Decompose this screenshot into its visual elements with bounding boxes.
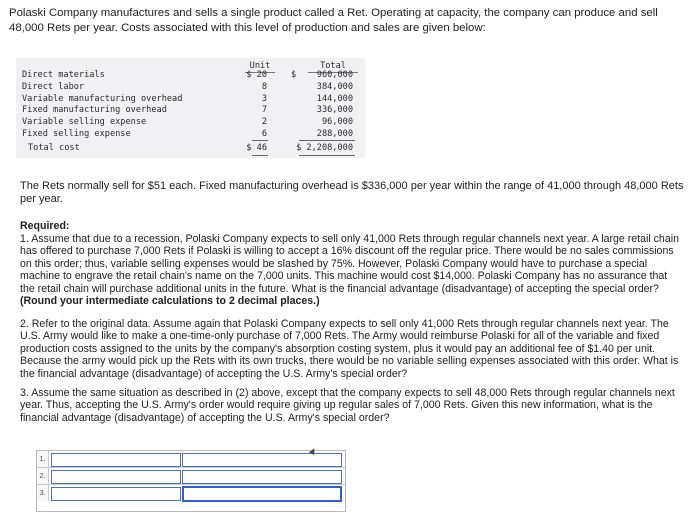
answer-2-amount-input[interactable]	[182, 470, 342, 484]
row-label: Direct materials	[22, 70, 105, 80]
answer-1-label-input[interactable]	[51, 453, 181, 467]
row-unit: 7	[261, 105, 267, 116]
cost-row-direct-labor	[16, 82, 365, 94]
question-2: 2. Refer to the original data. Assume again that Polaski Company expects to sell only 41,000 Rets through regular channels next year. The U.S. Army would like to make a one-time-only purchase of 7,000 Rets. The Army would reimburse Polaski for all of the variable and fixed production costs assigned to the units by the company's absorption costing system, plus it would pay an additional fee of $1.40 per unit. Because the army would pick up the Rets with its own trucks, there would be no variable selling expenses associated with this order. What is the financial advantage (disadvantage) of accepting the U.S. Army's special order?	[20, 318, 679, 380]
question-1-text: 1. Assume that due to a recession, Polaski Company expects to sell only 41,000 Rets through regular channels next year. A large retail chain has offered to purchase 7,000 Rets if Polaski is willing to accept a 16% discount off the regular price. There would be no sales commissions on this order; thus, variable selling expenses would be slashed by 75%. However, Polaski Company would have to purchase a special machine to engrave the retail chain's name on the 7,000 units. This machine would cost $14,000. Polaski Company has no assurance that the retail chain will purchase additional units in the future. What is the financial advantage (disadvantage) of accepting the special order?	[20, 233, 679, 295]
answer-1-amount-input[interactable]	[182, 453, 342, 467]
total-label: Total cost	[28, 143, 80, 153]
cost-row-total	[16, 143, 365, 155]
answer-row-1	[37, 451, 345, 468]
cost-table	[16, 58, 365, 158]
question-1-rounding-note: (Round your intermediate calculations to 2 decimal places.)	[20, 295, 320, 308]
answer-2-label-input[interactable]	[51, 470, 181, 484]
row-total: 960,000	[316, 70, 353, 80]
row-unit: 2	[261, 117, 267, 128]
required-label	[20, 220, 684, 232]
cost-row-fixed-mfg-overhead	[16, 105, 365, 117]
subtotal-total-rule	[299, 140, 355, 141]
row-label: Variable selling expense	[22, 117, 147, 128]
row-unit: $ 20	[246, 70, 267, 80]
total-value-double-rule	[299, 155, 355, 156]
row-total: 384,000	[316, 81, 353, 92]
row-total: 336,000	[316, 105, 353, 116]
required-heading: Required:	[20, 220, 70, 232]
header-unit: Unit	[249, 61, 271, 71]
subtotal-unit-rule	[252, 140, 268, 141]
row-total: 144,000	[316, 93, 353, 104]
intro-text: Polaski Company manufactures and sells a single product called a Ret. Operating at capacity, the company can produce and sell 48,000 Rets per year. Costs associated with this level of production and sales are given below:	[9, 7, 658, 34]
answer-row-number: 2.	[37, 468, 49, 484]
row-label: Variable manufacturing overhead	[22, 93, 183, 104]
row-label: Direct labor	[22, 81, 85, 92]
header-total: Total	[320, 61, 346, 71]
answer-3-amount-input[interactable]	[182, 486, 342, 502]
row-unit: 3	[261, 93, 267, 104]
question-1	[20, 233, 684, 307]
row-label: Fixed selling expense	[22, 129, 131, 139]
answer-row-number: 3.	[37, 485, 49, 501]
row-unit: 8	[261, 81, 267, 92]
total-unit-double-rule	[252, 155, 268, 156]
row-currency: $	[291, 70, 297, 80]
answer-row-number: 1.	[37, 451, 49, 467]
answer-grid	[36, 450, 346, 512]
answer-3-label-input[interactable]	[51, 487, 181, 501]
cost-row-variable-mfg-overhead	[16, 94, 365, 106]
total-value: $ 2,208,000	[296, 143, 353, 153]
row-unit: 6	[261, 129, 267, 139]
answer-row-2	[37, 468, 345, 485]
pricing-note: The Rets normally sell for $51 each. Fixed manufacturing overhead is $336,000 per year within the range of 41,000 through 48,000 Rets per year.	[20, 180, 684, 205]
cost-row-variable-selling	[16, 117, 365, 129]
cost-row-direct-materials	[16, 70, 365, 82]
answer-row-3	[37, 485, 345, 501]
question-3: 3. Assume the same situation as described in (2) above, except that the company expects to sell 48,000 Rets through regular channels next year. Thus, accepting the U.S. Army's order would require giving up regular sales of 7,000 Rets. Given this new information, what is the financial advantage (disadvantage) of accepting the U.S. Army's special order?	[20, 387, 675, 424]
row-label: Fixed manufacturing overhead	[22, 105, 167, 116]
row-total: 96,000	[321, 117, 353, 128]
row-total: 288,000	[316, 129, 353, 139]
total-unit: $ 46	[246, 143, 267, 153]
